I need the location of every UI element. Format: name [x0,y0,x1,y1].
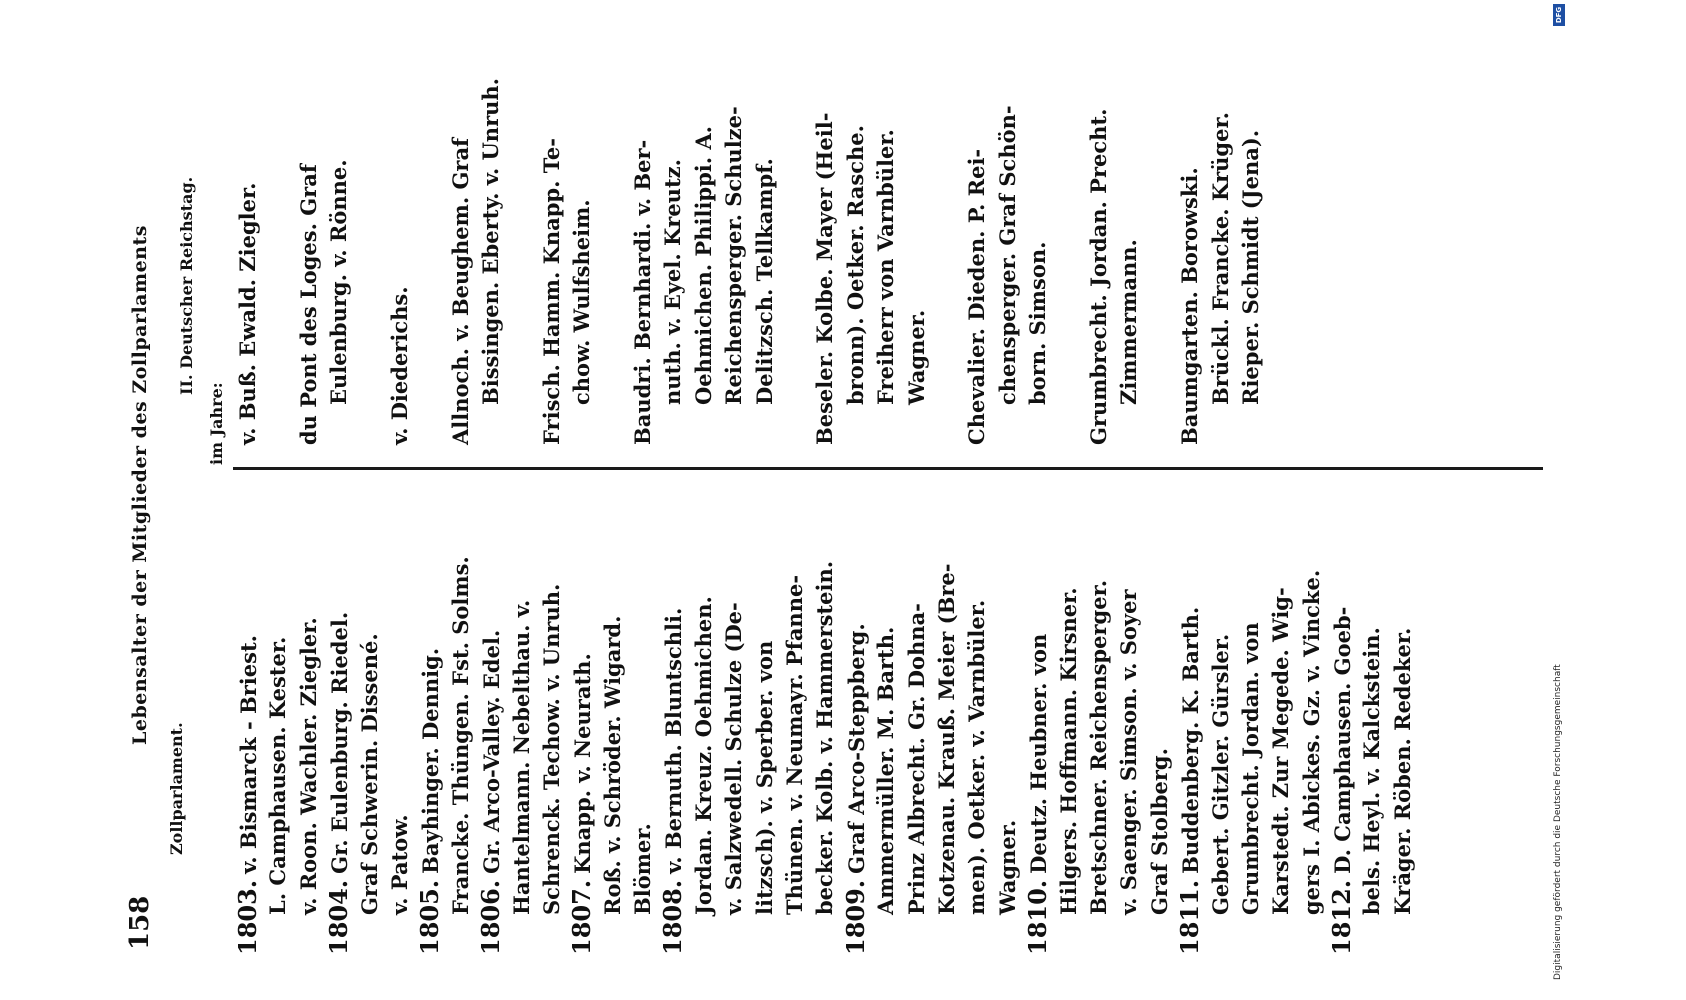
reichstag-entry-line: Rieper. Schmidt (Jena). [1237,129,1263,405]
running-head [125,50,165,955]
entry-line [1023,485,1053,955]
entry-line [993,485,1023,955]
reichstag-entry-line: Wagner. [903,309,929,405]
entry-line [932,485,962,955]
entry-text: Gr. Arco-Valley. Edel. [479,629,505,874]
reichstag-entry-line: Chevalier. Dieden. P. Rei- [964,148,990,445]
entry-text: Thünen. v. Neumayr. Pfanne- [782,574,808,915]
reichstag-entry-line: bronn). Oetker. Rasche. [842,125,868,405]
spacer [1054,50,1084,445]
spacer [598,50,628,445]
entry-text: Prinz Albrecht. Gr. Dohna- [903,603,929,915]
reichstag-entry-line: Frisch. Hamm. Knapp. Te- [538,137,564,445]
entry-year: 1812. [1327,879,1357,955]
digitization-note-text: Digitalisierung gefördert durch die Deutsche Forschungsgemeinschaft [1553,664,1563,980]
entry-line [263,485,293,955]
entry-line [1236,485,1266,955]
entry-text: D. Camphausen. Goeb- [1330,606,1356,874]
reichstag-entry-line: Baumgarten. Borowski. [1177,167,1203,445]
spacer [780,50,810,445]
entry-year: 1809. [840,879,870,955]
entry-line [658,485,688,955]
entry-line [871,485,901,955]
dfg-logo-text: DFG [1555,6,1563,24]
entry-text: Blömer. [630,823,656,915]
entry-year: 1810. [1023,879,1053,955]
spacer [263,50,293,445]
entry-text: Knapp. v. Neurath. [570,653,596,874]
reichstag-entry-line: v. Diederichs. [386,286,412,445]
entry-text: Francke. Thüngen. Fst. Solms. [447,556,473,915]
entry-line [810,485,840,955]
reichstag-entry-line: nuth. v. Eyel. Kreutz. [660,159,686,405]
reichstag-entry-line: born. Simson. [1025,241,1051,405]
entry-line [1206,485,1236,955]
entry-text: Graf Schwerin. Dissené. [356,633,382,915]
entry-year: 1811. [1175,879,1205,955]
entry-line [1388,485,1418,955]
entry-text: Grumbrecht. Jordan. von [1237,622,1263,915]
entry-text: Jordan. Kreuz. Oehmichen. [690,596,716,915]
entry-line [1327,485,1357,955]
entry-line [780,485,810,955]
entry-text: Roß. v. Schröder. Wigard. [599,615,625,915]
entry-year: 1808. [658,879,688,955]
reichstag-entry-line: Bissingen. Eberty. v. Unruh. [478,78,504,405]
entry-text: v. Bernuth. Bluntschli. [661,607,687,874]
entry-text: Bayhinger. Dennig. [418,647,444,874]
entry-text: Karstedt. Zur Megede. Wig- [1268,587,1294,915]
entry-text: Kräger. Röben. Redeker. [1389,627,1415,915]
entry-text: Ammermüller. M. Barth. [873,626,899,915]
entry-line [750,485,780,955]
entry-year: 1803. [233,879,262,955]
reichstag-entry-line: Brückl. Francke. Krüger. [1207,112,1233,405]
left-column [233,485,1418,955]
entry-text: Hilgers. Hoffmann. Kirsner. [1055,587,1081,915]
running-title: Lebensalter der Mitglieder des Zollparlaments [129,225,151,745]
entry-line [1175,485,1205,955]
entry-line [841,485,871,955]
entry-text: v. Bismarck - Briest. [236,635,261,874]
entry-text: gers I. Abickes. Gz. v. Vincke. [1298,569,1324,915]
entry-text: Bretschner. Reichensperger. [1085,579,1111,915]
entry-line [507,485,537,955]
entry-text: Gr. Eulenburg. Riedel. [327,611,353,874]
spacer [415,50,445,445]
entry-year: 1804. [324,879,354,955]
entry-line [902,485,932,955]
reichstag-entry-line: chow. Wulfsheim. [569,199,595,405]
entry-text: Graf Arco-Steppberg. [843,623,869,874]
reichstag-entry-line: Baudri. Bernhardi. v. Ber- [630,139,656,445]
entry-text: v. Patow. [386,814,412,915]
entry-line [233,485,263,955]
right-column-heading: II. Deutscher Reichstag. [177,176,196,395]
right-column [233,50,1266,445]
reichstag-entry-line: Delitzsch. Tellkampf. [751,158,777,405]
entry-line [567,485,597,955]
entry-line [719,485,749,955]
entry-line [415,485,445,955]
entry-text: Deutz. Heubner. von [1026,633,1052,874]
entry-text: Graf Stolberg. [1146,748,1172,915]
entry-line [537,485,567,955]
entry-text: Gebert. Gitzler. Gürsler. [1207,633,1233,915]
entry-line [1084,485,1114,955]
entry-text: bels. Heyl. v. Kalckstein. [1359,627,1385,915]
reichstag-entry-line: du Pont des Loges. Graf [295,164,321,445]
entry-year: 1807. [567,879,597,955]
entry-line [476,485,506,955]
entry-text: Buddenberg. K. Barth. [1178,606,1204,874]
spacer [1145,50,1175,445]
entry-line [689,485,719,955]
reichstag-entry-line: Reichensperger. Schulze- [721,106,747,405]
entry-line [1114,485,1144,955]
entry-line [1145,485,1175,955]
reichstag-entry-line: Eulenburg. v. Rönne. [326,159,352,405]
entry-year: 1806. [476,879,506,955]
entry-line [324,485,354,955]
spacer [355,50,385,445]
rotated-page [125,50,1545,955]
reichstag-entry-line: v. Buß. Ewald. Ziegler. [235,182,260,445]
entry-line [1054,485,1084,955]
entry-year: 1805. [415,879,445,955]
entry-text: litzsch). v. Sperber. von [751,640,777,915]
spacer [507,50,537,445]
reichstag-entry-line: Freiherr von Varnbüler. [873,129,899,405]
entry-text: v. Saenger. Simson. v. Soyer [1116,589,1142,915]
entry-line [1297,485,1327,955]
entry-text: v. Salzwedell. Schulze (De- [721,602,747,915]
entry-line [1357,485,1387,955]
left-column-heading: Zollparlament. [167,722,186,855]
entry-line [628,485,658,955]
reichstag-entry-line: Beseler. Kolbe. Mayer (Heil- [812,112,838,445]
entry-text: Schrenck. Techow. v. Unruh. [538,583,564,915]
entry-text: Kotzenau. Krauß. Meier (Bre- [933,563,959,915]
entry-text: Hantelmann. Nebelthau. v. [508,599,534,915]
entry-line [385,485,415,955]
entry-line [962,485,992,955]
entry-line [446,485,476,955]
reichstag-entry-line: Oehmichen. Philippi. A. [690,126,716,405]
spacer [932,50,962,445]
reichstag-entry-line: Grumbrecht. Jordan. Precht. [1085,108,1111,445]
reichstag-entry-line: chensperger. Graf Schön- [994,105,1020,405]
entry-text: becker. Kolb. v. Hammerstein. [812,560,838,915]
years-label: im Jahre: [207,382,226,465]
entry-text: v. Roon. Wachler. Ziegler. [295,617,321,915]
page-number: 158 [125,895,155,950]
reichstag-entry-line: Zimmermann. [1116,239,1142,405]
entry-line [598,485,628,955]
entry-text: L. Camphausen. Kester. [265,636,291,915]
column-rule [233,467,1543,470]
dfg-logo [1553,4,1565,26]
entry-line [294,485,324,955]
entry-line [355,485,385,955]
entry-text: men). Oetker. v. Varnbüler. [964,599,990,915]
entry-text: Wagner. [994,819,1020,915]
entry-line [1266,485,1296,955]
reichstag-entry-line: Allnoch. v. Beughem. Graf [447,137,473,445]
